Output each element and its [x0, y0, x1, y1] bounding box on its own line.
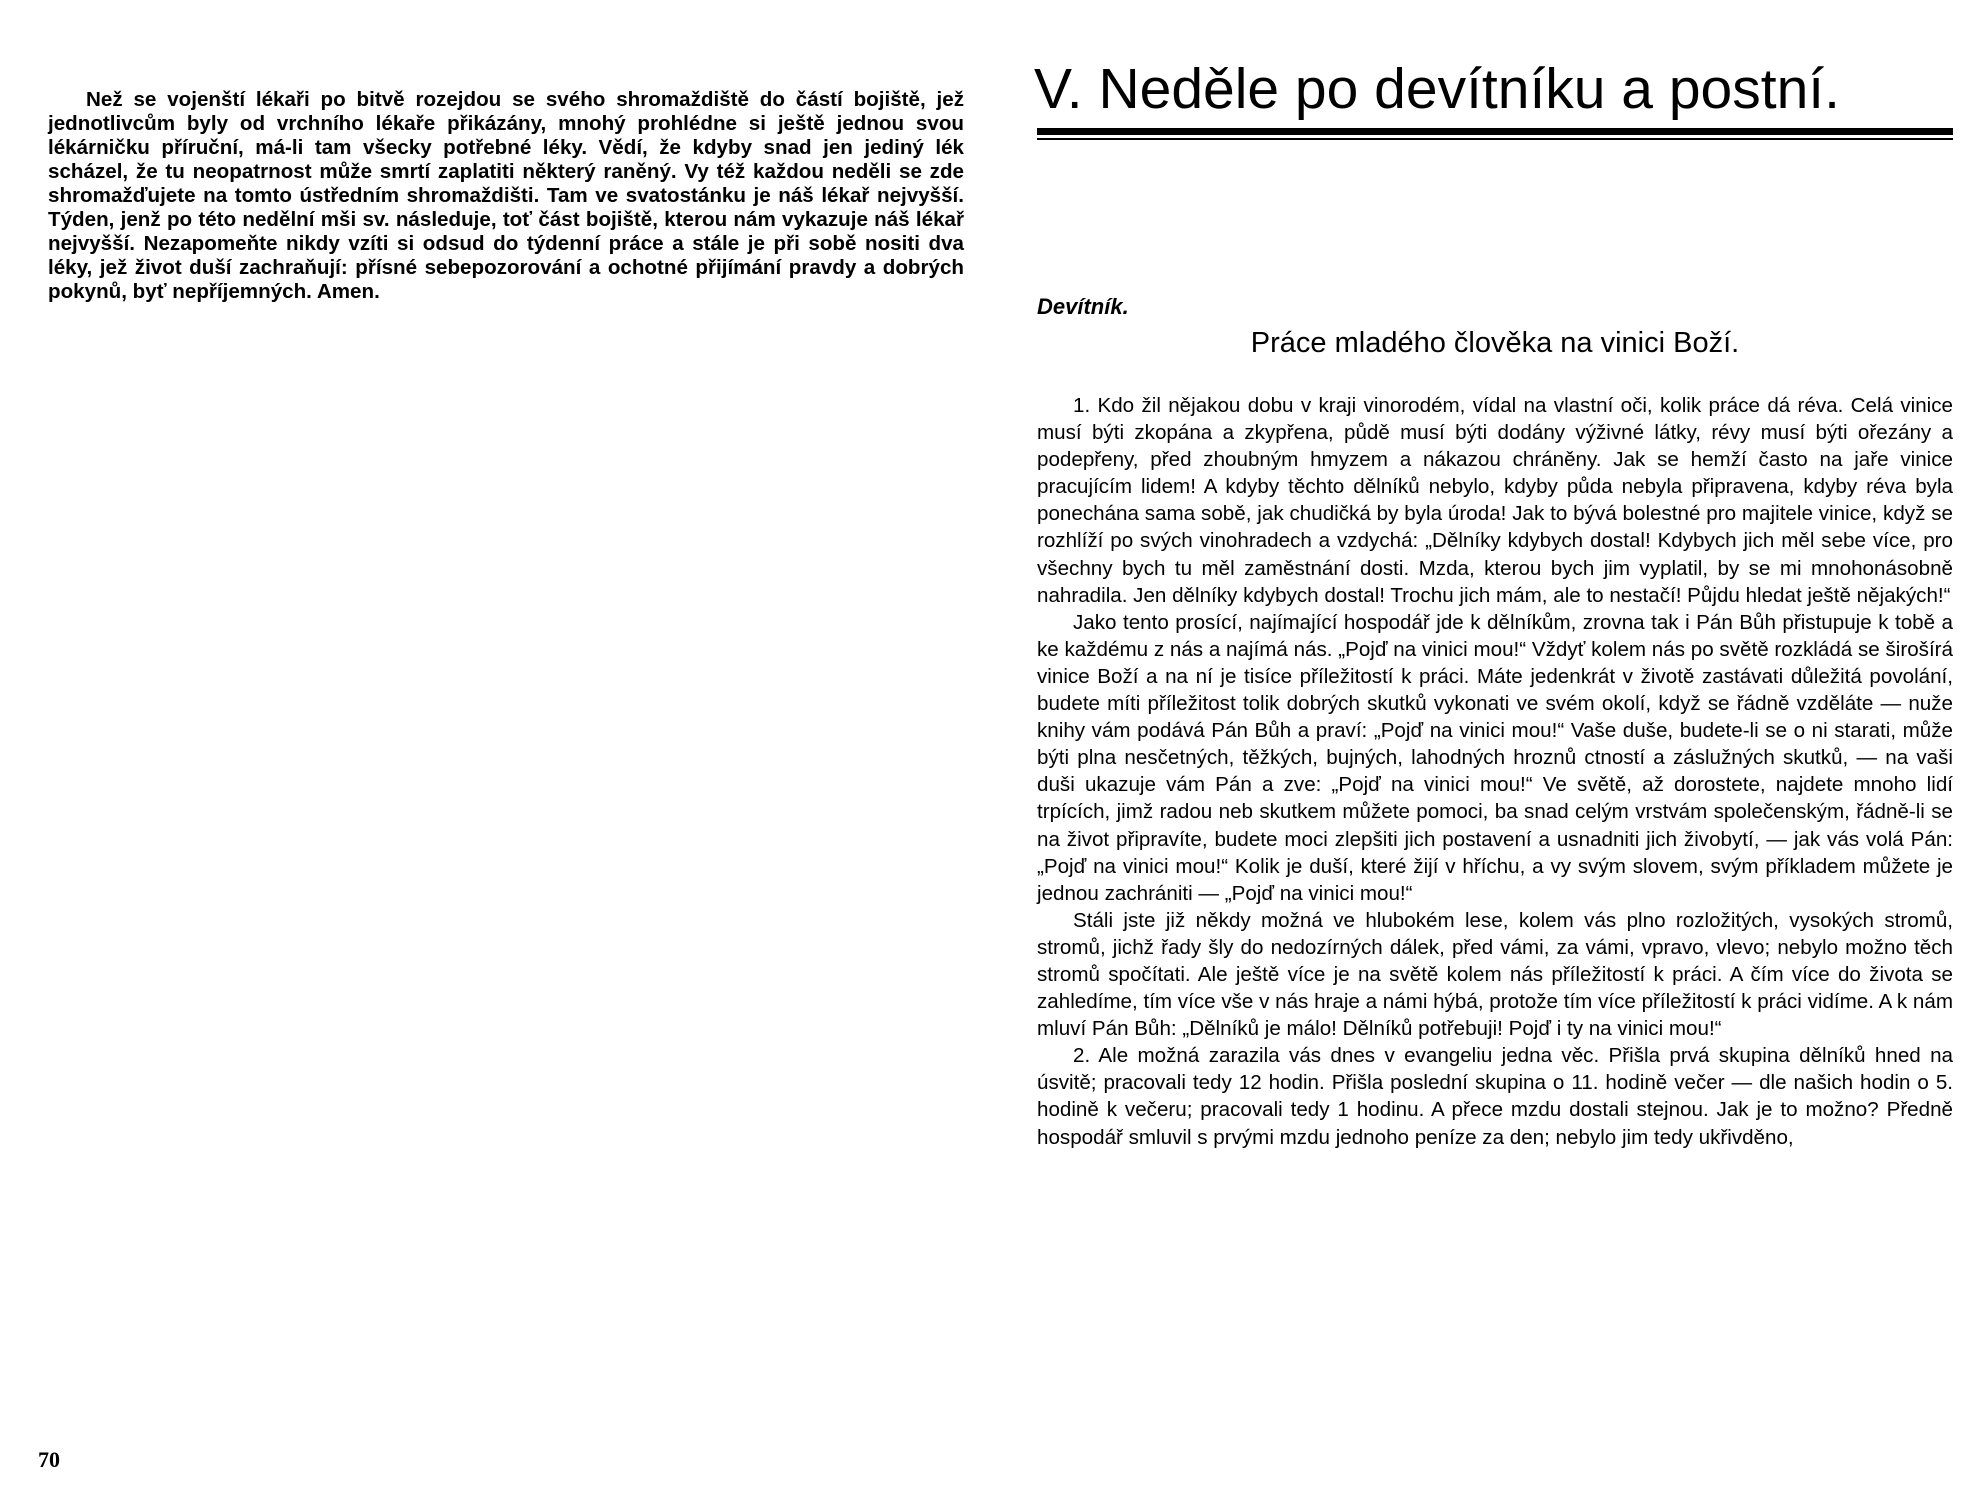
sermon-title: Práce mladého člověka na vinici Boží. — [1250, 327, 1740, 359]
right-page — [989, 0, 1978, 1500]
paragraph-1: 1. Kdo žil nějakou dobu v kraji vinorodém, vídal na vlastní oči, kolik práce dá réva. Celá vinice musí býti zkopána a zkypřena, půdě musí býti dodány výživné látky, révy musí býti ořezány a podepřeny, před zhoubným hmyzem a nákazou chráněny. Jak se hemží často na jaře vinice pracujícím lidem! A kdyby těchto dělníků nebylo, kdyby půda nebyla připravena, kdyby réva byla ponechána sama sobě, jak chudičká by byla úroda! Jak to bývá bolestné pro majitele vinice, když se rozhlíží po svých vinohradech a vzdychá: „Dělníky kdybych dostal! Kdybych jich měl sebe více, pro všechny bych tu měl zaměstnání dosti. Mzda, kterou bych jim vyplatil, by se mi mnohonásobně nahradila. Jen dělníky kdybych dostal! Trochu jich mám, ale to nestačí! Půjdu hledat ještě nějakých!“ — [1037, 394, 1953, 607]
chapter-title: V. Neděle po devítníku a postní. — [1034, 57, 1840, 121]
paragraph-3: Stáli jste již někdy možná ve hlubokém lese, kolem vás plno rozložitých, vysokých stromů, stromů, jichž řady šly do nedozírných dálek, před vámi, za vámi, vpravo, vlevo; nebylo možno těch stromů spočítati. Ale ještě více je na světě kolem nás příležitostí k práci. A čím více do života se zahledíme, tím více vše v nás hraje a námi hýbá, protože tím více příležitostí k práci vidíme. A k nám mluví Pán Bůh: „Dělníků je málo! Dělníků potřebuji! Pojď i ty na vinici mou!“ — [1037, 908, 1953, 1041]
sermon-body — [1037, 392, 1953, 1151]
title-rule-divider — [1037, 128, 1953, 140]
section-label: Devítník. — [1037, 294, 1129, 319]
closing-paragraph: Než se vojenští lékaři po bitvě rozejdou se svého shromaždiště do částí bojiště, jež jednotlivcům byly od vrchního lékaře přikázány, mnohý prohlédne si ještě jednou svou lékárničku příruční, má-li tam všecky potřebné léky. Vědí, že kdyby snad jen jediný lék scházel, že tu neopatrnost může smrtí zaplatiti některý raněný. Vy též každou neděli se zde shromažďujete na tomto ústředním shromaždišti. Tam ve svatostánku je náš lékař nejvyšší. Týden, jenž po této nedělní mši sv. následuje, toť část bojiště, kterou nám vykazuje náš lékař nejvyšší. Nezapomeňte nikdy vzíti si odsud do týdenní práce a stále je při sobě nositi dva léky, jež život duší zachraňují: přísné sebepozorování a ochotné přijímání pravdy a dobrých pokynů, byť nepříjemných. Amen. — [48, 88, 964, 303]
paragraph-4: 2. Ale možná zarazila vás dnes v evangeliu jedna věc. Přišla prvá skupina dělníků hned na úsvitě; pracovali tedy 12 hodin. Přišla poslední skupina o 11. hodině večer — dle našich hodin o 5. hodině k večeru; pracovali tedy 1 hodinu. A přece mzdu dostali stejnou. Jak je to možno? Předně hospodář smluvil s prvými mzdu jednoho peníze za den; nebylo jim tedy ukřivděno, — [1037, 1044, 1953, 1149]
page-number: 70 — [38, 1447, 60, 1472]
paragraph-2: Jako tento prosící, najímající hospodář jde k dělníkům, zrovna tak i Pán Bůh přistupuje k tobě a ke každému z nás a najímá nás. „Pojď na vinici mou!“ Vždyť kolem nás po světě rozkládá se širošírá vinice Boží a na ní je tisíce příležitostí k práci. Máte jedenkrát v životě zastávati důležitá povolání, budete míti příležitost tolik dobrých skutků vykonati ve svém okolí, když se řádně vzděláte — nuže knihy vám podává Pán Bůh a praví: „Pojď na vinici mou!“ Vaše duše, budete-li se o ni starati, může býti plna nesčetných, těžkých, bujných, lahodných hroznů ctností a záslužných skutků, — na vaši duši ukazuje vám Pán a zve: „Pojď na vinici mou!“ Ve světě, až dorostete, najdete mnoho lidí trpících, jimž radou neb skutkem můžete pomoci, ba snad celým vrstvám společenským, řádně-li se na život připravíte, budete moci zlepšiti jich postavení a usnadniti jich živobytí, — jak vás volá Pán: „Pojď na vinici mou!“ Kolik je duší, které žijí v hříchu, a vy svým slovem, svým příkladem můžete je jednou zachrániti — „Pojď na vinici mou!“ — [1037, 610, 1953, 905]
